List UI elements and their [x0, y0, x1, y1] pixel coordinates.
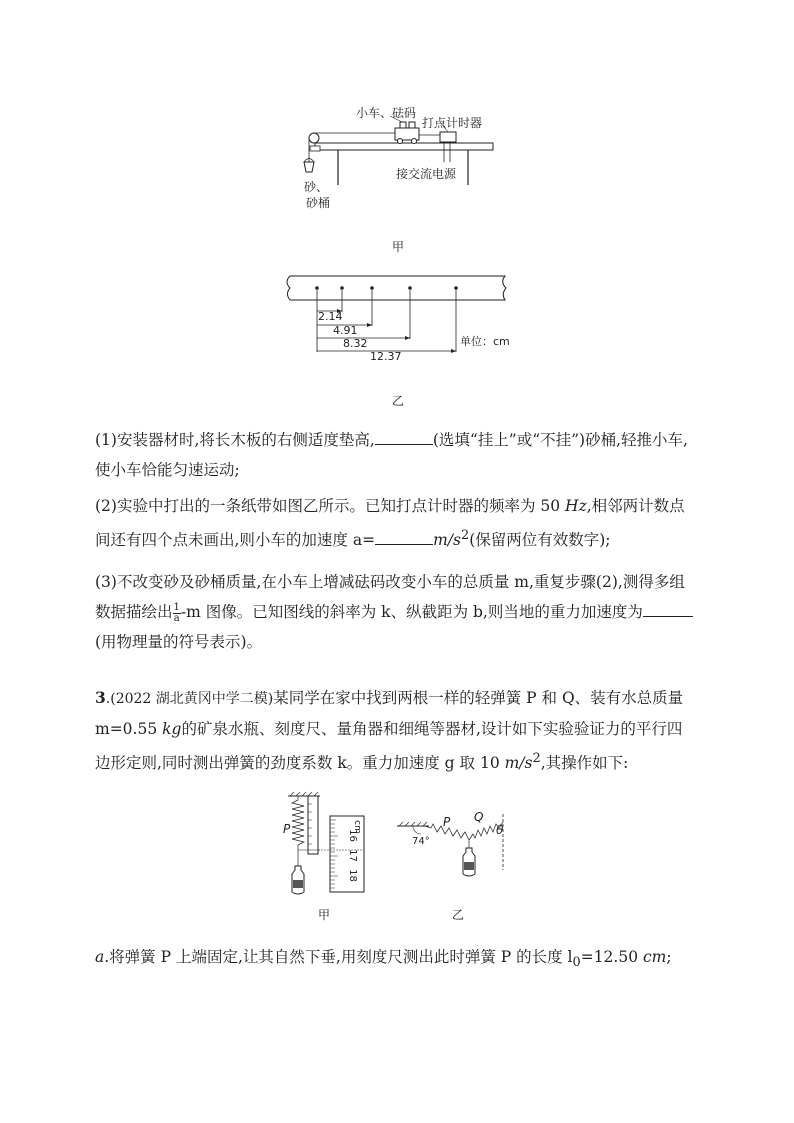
two-springs-diagram — [395, 810, 520, 890]
q2-text-a: (2)实验中打出的一条纸带如图乙所示。已知打点计时器的频率为 50 — [95, 497, 566, 515]
p3-kg: kg — [162, 720, 182, 738]
tape-distance-1: 2.14 — [318, 310, 343, 323]
ruler-tick-17: 17 — [346, 849, 358, 862]
question-2 — [95, 491, 705, 555]
ruler-tick-18: 18 — [346, 869, 358, 882]
spring-p-label-2: P — [443, 815, 451, 829]
q2-text-b: ,相邻两计数点 — [586, 497, 685, 515]
p3-text-b1: m=0.55 — [95, 720, 163, 738]
q1-text-a: (1)安装器材时,将长木板的右侧适度垫高, — [95, 431, 375, 449]
q3-text-a: (3)不改变砂及砂桶质量,在小车上增减砝码改变小车的总质量 m,重复步骤(2),测得多组 — [95, 573, 685, 591]
p3-unit: m/s — [504, 754, 533, 773]
ruler-unit-cm: cm — [351, 820, 362, 834]
ruler-tick-16: 16 — [346, 829, 358, 842]
step-a-text: .将弹簧 P 上端固定,让其自然下垂,用刻度尺测出此时弹簧 P 的长度 l — [104, 948, 573, 966]
q2-text-d: (保留两位有效数字); — [469, 531, 611, 550]
problem-3 — [95, 683, 705, 778]
step-a — [95, 942, 705, 978]
q3-text-d: (用物理量的符号表示)。 — [95, 633, 263, 651]
tape-distance-2: 4.91 — [333, 324, 358, 337]
question-1 — [95, 425, 705, 485]
step-a-sub: 0 — [572, 955, 581, 971]
caption-jia: 甲 — [392, 240, 405, 254]
problem-number: 3 — [95, 688, 106, 707]
spring-ruler-diagram — [280, 790, 375, 900]
q3-text-b: 数据描绘出 — [95, 603, 173, 621]
p3-text-d: ,其操作如下: — [540, 754, 629, 773]
label-power: 接交流电源 — [396, 167, 457, 181]
tape-distance-4: 12.37 — [370, 350, 402, 363]
caption-yi: 乙 — [392, 394, 405, 408]
label-timer: 打点计时器 — [422, 116, 483, 130]
p3-text-a: 某同学在家中找到两根一样的轻弹簧 P 和 Q、装有水总质量 — [273, 689, 684, 707]
answer-blank-2[interactable] — [375, 528, 433, 545]
angle-74-label: 74° — [412, 836, 430, 847]
question-3 — [95, 567, 705, 657]
p3-unit-sup: 2 — [532, 751, 541, 766]
problem-source: .(2022 湖北黄冈中学二模) — [105, 691, 274, 707]
frac-num: 1 — [173, 601, 180, 613]
q3-text-c: -m 图像。已知图线的斜率为 k、纵截距为 b,则当地的重力加速度为 — [180, 603, 643, 621]
q2-text-c: 间还有四个点未画出,则小车的加速度 a= — [95, 531, 376, 550]
p3-text-c: 边形定则,同时测出弹簧的劲度系数 k。重力加速度 g 取 10 — [95, 754, 505, 773]
q2-unit: m/s — [433, 531, 461, 550]
label-sand-bucket: 砂桶 — [306, 196, 331, 210]
q1-text-c: 使小车恰能匀速运动; — [95, 461, 240, 479]
angle-theta-label: θ — [496, 823, 504, 837]
q2-hz: Hz — [565, 497, 587, 515]
frac-den: a — [173, 612, 180, 624]
step-a-value: =12.50 — [580, 948, 643, 966]
step-a-end: ; — [666, 948, 672, 966]
q2-unit-sup: 2 — [460, 528, 470, 543]
label-sand: 砂、 — [304, 180, 329, 194]
q1-text-b: (选填“挂上”或“不挂”)砂桶,轻推小车, — [432, 431, 688, 449]
fraction-1-over-a — [173, 603, 181, 624]
tape-unit: 单位：cm — [460, 335, 510, 348]
answer-blank-3[interactable] — [643, 600, 693, 617]
tape-distance-3: 8.32 — [343, 337, 368, 350]
step-a-prefix: a — [95, 948, 105, 966]
answer-blank-1[interactable] — [375, 428, 433, 445]
label-cart-weights: 小车、砝码 — [356, 106, 417, 120]
p3-text-b2: 的矿泉水瓶、刻度尺、量角器和细绳等器材,设计如下实验验证力的平行四 — [181, 720, 683, 738]
spring-p-label: P — [283, 822, 291, 836]
step-a-unit: cm — [643, 948, 667, 966]
spring-q-label: Q — [474, 810, 484, 824]
caption-fig2-jia: 甲 — [318, 908, 331, 922]
caption-fig2-yi: 乙 — [452, 908, 465, 922]
